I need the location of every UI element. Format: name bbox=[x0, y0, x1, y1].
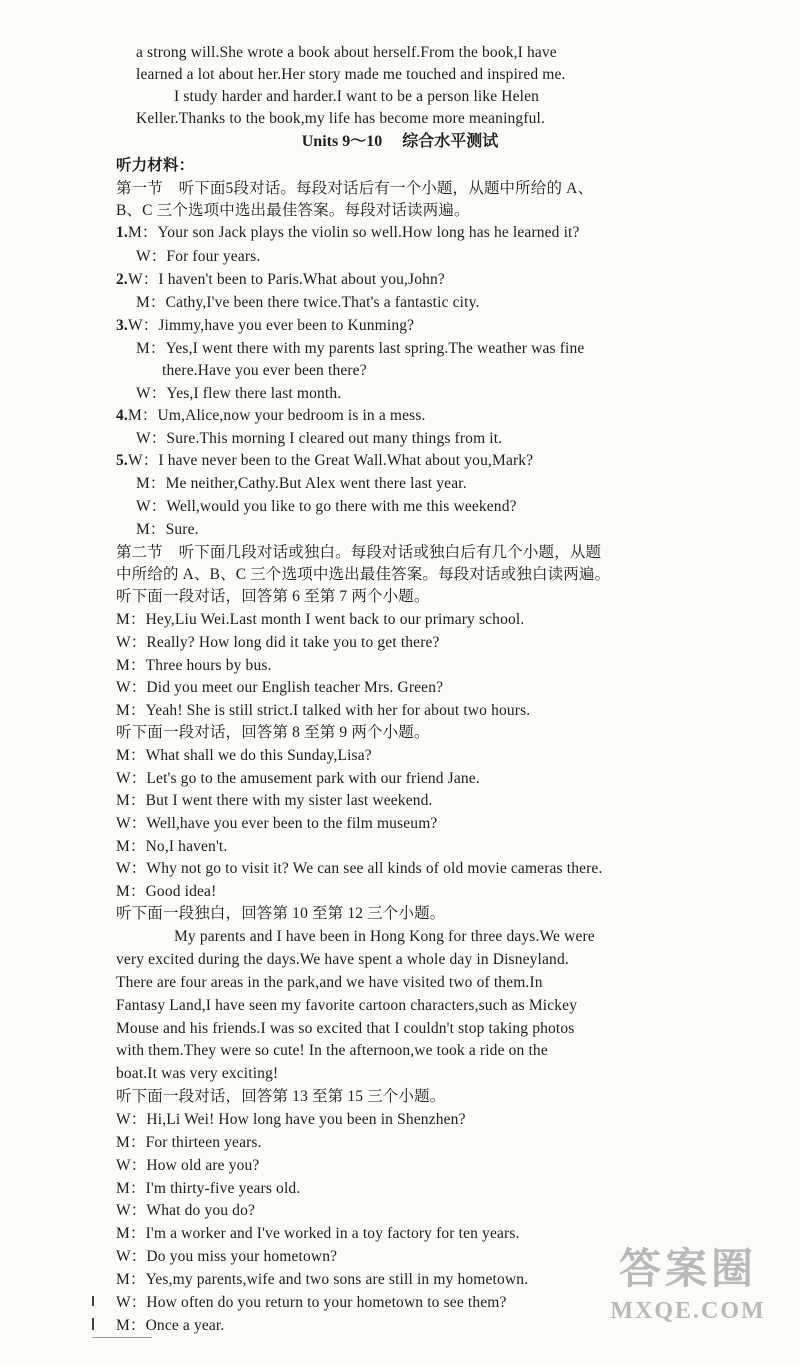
subsection-intro: 听下面一段独白，回答第 10 至第 12 三个小题。 bbox=[116, 905, 446, 922]
dialogue-line: W：How often do you return to your hometown to see them? bbox=[116, 1294, 507, 1311]
title-unit: Units 9～10 bbox=[301, 133, 383, 150]
page-title bbox=[0, 128, 800, 151]
bottom-rule bbox=[92, 1337, 152, 1338]
dialogue-line: 5.W：I have never been to the Great Wall.What about you,Mark? bbox=[116, 452, 534, 469]
dialogue-line: W：Well,have you ever been to the film museum? bbox=[116, 815, 438, 832]
monologue-line: boat.It was very exciting! bbox=[116, 1065, 279, 1082]
intro-line: learned a lot about her.Her story made me touched and inspired me. bbox=[136, 66, 566, 83]
dialogue-line: W：Really? How long did it take you to get there? bbox=[116, 634, 440, 651]
intro-line: Keller.Thanks to the book,my life has become more meaningful. bbox=[136, 110, 546, 127]
dialogue-line: M：For thirteen years. bbox=[116, 1134, 262, 1151]
monologue-line: Mouse and his friends.I was so excited that I couldn't stop taking photos bbox=[116, 1020, 575, 1037]
watermark-url: MXQE.COM bbox=[610, 1298, 766, 1324]
dialogue-line: M：Cathy,I've been there twice.That's a fantastic city. bbox=[136, 294, 480, 311]
dialogue-line: M：But I went there with my sister last weekend. bbox=[116, 792, 433, 809]
monologue-line: Fantasy Land,I have seen my favorite cartoon characters,such as Mickey bbox=[116, 997, 578, 1014]
question-number: 1. bbox=[116, 224, 128, 241]
part2-instruction: 中所给的 A、B、C 三个选项中选出最佳答案。每段对话或独白读两遍。 bbox=[116, 566, 611, 583]
dialogue-line: W：Let's go to the amusement park with our friend Jane. bbox=[116, 770, 480, 787]
dialogue-line: W：Why not go to visit it? We can see all kinds of old movie cameras there. bbox=[116, 860, 603, 877]
dialogue-line: M：Yes,I went there with my parents last spring.The weather was fine bbox=[136, 340, 585, 357]
dialogue-line: M：I'm a worker and I've worked in a toy factory for ten years. bbox=[116, 1225, 520, 1242]
dialogue-line: M：Good idea! bbox=[116, 883, 217, 900]
dialogue-line: W：Do you miss your hometown? bbox=[116, 1248, 338, 1265]
part1-instruction: 第一节 听下面5段对话。每段对话后有一个小题，从题中所给的 A、 bbox=[116, 180, 594, 197]
dialogue-line: M：Yeah! She is still strict.I talked with her for about two hours. bbox=[116, 702, 531, 719]
dialogue-line: 3.W：Jimmy,have you ever been to Kunming? bbox=[116, 317, 415, 334]
part1-instruction: B、C 三个选项中选出最佳答案。每段对话读两遍。 bbox=[116, 202, 470, 219]
margin-mark bbox=[92, 1318, 94, 1330]
intro-line: a strong will.She wrote a book about herself.From the book,I have bbox=[136, 44, 557, 61]
question-number: 4. bbox=[116, 407, 128, 424]
dialogue-line: M：Yes,my parents,wife and two sons are still in my hometown. bbox=[116, 1271, 529, 1288]
dialogue-line: 1.M：Your son Jack plays the violin so well.How long has he learned it? bbox=[116, 224, 580, 241]
subsection-intro: 听下面一段对话，回答第 6 至第 7 两个小题。 bbox=[116, 588, 430, 605]
dialogue-line: M：I'm thirty-five years old. bbox=[116, 1180, 301, 1197]
dialogue-line: M：Three hours by bus. bbox=[116, 657, 272, 674]
title-label: 综合水平测试 bbox=[402, 133, 499, 150]
dialogue-line: W：Yes,I flew there last month. bbox=[136, 385, 342, 402]
dialogue-line: M：What shall we do this Sunday,Lisa? bbox=[116, 747, 372, 764]
dialogue-line: W：Sure.This morning I cleared out many things from it. bbox=[136, 430, 503, 447]
monologue-line: My parents and I have been in Hong Kong for three days.We were bbox=[174, 928, 595, 945]
dialogue-line: M：Sure. bbox=[136, 521, 199, 538]
dialogue-line: W：For four years. bbox=[136, 248, 261, 265]
dialogue-line: M：No,I haven't. bbox=[116, 838, 228, 855]
dialogue-line: M：Me neither,Cathy.But Alex went there last year. bbox=[136, 475, 467, 492]
dialogue-line: there.Have you ever been there? bbox=[162, 362, 367, 379]
monologue-line: with them.They were so cute! In the afternoon,we took a ride on the bbox=[116, 1042, 548, 1059]
dialogue-line: 4.M：Um,Alice,now your bedroom is in a mess. bbox=[116, 407, 426, 424]
dialogue-line: W：How old are you? bbox=[116, 1157, 260, 1174]
dialogue-line: M：Once a year. bbox=[116, 1317, 225, 1334]
question-number: 5. bbox=[116, 452, 128, 469]
watermark-text: 答案圈 bbox=[618, 1247, 757, 1293]
intro-line: I study harder and harder.I want to be a person like Helen bbox=[174, 88, 540, 105]
question-number: 3. bbox=[116, 317, 128, 334]
dialogue-line: W：What do you do? bbox=[116, 1202, 255, 1219]
dialogue-line: W：Did you meet our English teacher Mrs. Green? bbox=[116, 679, 444, 696]
dialogue-line: W：Well,would you like to go there with me this weekend? bbox=[136, 498, 517, 515]
margin-mark bbox=[92, 1296, 94, 1306]
dialogue-line: 2.W：I haven't been to Paris.What about you,John? bbox=[116, 271, 445, 288]
dialogue-line: W：Hi,Li Wei! How long have you been in Shenzhen? bbox=[116, 1111, 466, 1128]
question-number: 2. bbox=[116, 271, 128, 288]
section-heading: 听力材料： bbox=[116, 157, 195, 174]
monologue-line: very excited during the days.We have spent a whole day in Disneyland. bbox=[116, 951, 569, 968]
watermark-logo bbox=[590, 1244, 786, 1340]
subsection-intro: 听下面一段对话，回答第 8 至第 9 两个小题。 bbox=[116, 724, 430, 741]
monologue-line: There are four areas in the park,and we have visited two of them.In bbox=[116, 974, 543, 991]
subsection-intro: 听下面一段对话，回答第 13 至第 15 三个小题。 bbox=[116, 1088, 446, 1105]
dialogue-line: M：Hey,Liu Wei.Last month I went back to our primary school. bbox=[116, 611, 525, 628]
part2-instruction: 第二节 听下面几段对话或独白。每段对话或独白后有几个小题，从题 bbox=[116, 544, 602, 561]
